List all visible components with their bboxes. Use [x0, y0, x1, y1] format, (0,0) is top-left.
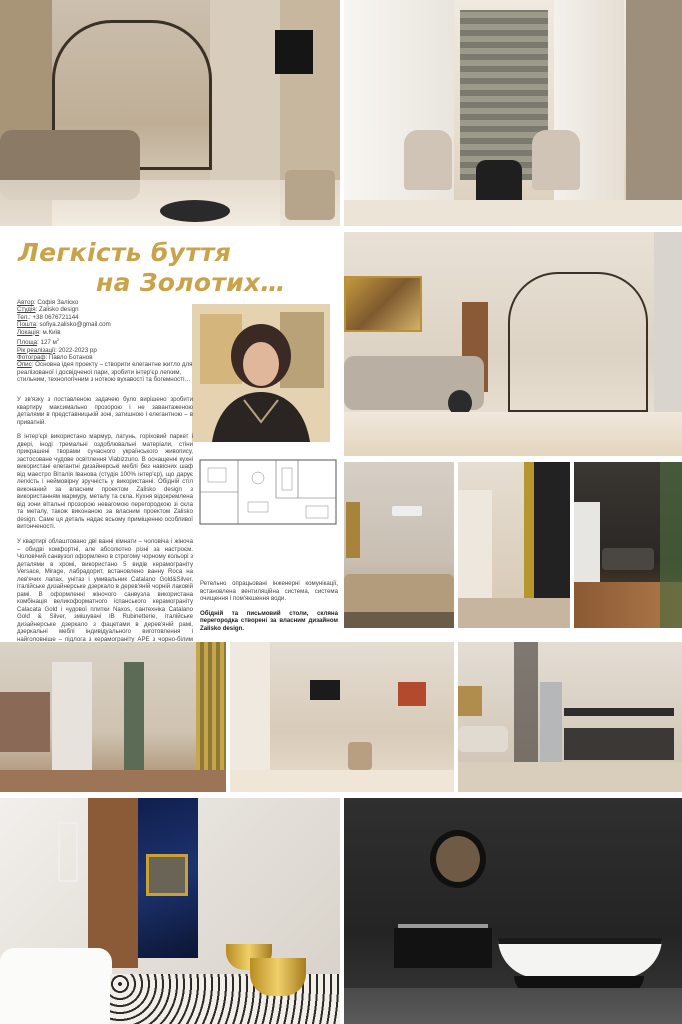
paragraph-materials: В інтер'єрі використано мармур, латунь, горіховий паркет і двері, іноді тремальні оздоблювальні матеріали, стіни прикрашені творами сучасного українського живопису, застосоване чудове освітлення Viabizzuno. В оснащенні кухні використані елегантні дизайнерські меблі без навісних шаф від маестро Віталія Іванова (студія 100% інтер'єр), що дарує легкість і неймовірну зручність у використанні. Обідній стіл виконаний за власним проектом Zalisko design з використанням мармуру, металу та скла. Кухня відокремлена від зони вітальні прозорою невагомою перегородкою зі скла та металу, також виконаною за власним проектом Zalisko design. Саме ця деталь надає всьому приміщенню особливої витонченості.: [17, 433, 193, 530]
article-body-bathrooms: [17, 538, 193, 643]
paragraph-bathrooms: У квартирі облаштовано дві ванні кімнати – чоловіча і жіноча – обидві комфортні, але абсолютно різні за настроєм. Чоловічий санвузол оформлено в строгому чорному кольорі з деталями в хромі, використано 5 видів керамограніту Versace, Mirage, лабрадорит, встановлено ванну Roca на лев'ячих лапах, унітаз і умивальник Catalano Gold&Silver, італійське дизайнерське дзеркало в дерев'яній чорній лаковій рамі. В оформленні жіночого санвузла використана комбінація великоформатного іспанського керамограніту Calacata Gold і чудової плитки Naxos, сантехніка Catalano Gold & Silver, змішувачі IB Rubinetterie, італійське дизайнерське дзеркало з фацетами в дерев'яній рамі, дзеркальні меблі індивідуального виготовлення і найголовніше – підлога з керамограніту APE з чорно-білим: [17, 538, 193, 643]
paragraph-closing: Обідній та письмовий столи, скляна перегородка створені за власним дизайном Zalisko design.: [200, 609, 338, 632]
credit-area: Площа: 127 $м^2$: [17, 337, 60, 347]
photo-living-room-partition: [0, 0, 340, 226]
credit-year: Рік реалізації: 2022-2023 рр: [17, 346, 97, 354]
photo-sofa-art: [344, 462, 454, 628]
article-body-middle: [200, 536, 338, 634]
floor-plan: [198, 458, 338, 528]
paragraph-intro: У зв'язку з поставленою задачею було вирішено зробити квартиру максимально прозорою і не завантаженою деталями в представницькій зоні, затишною і елегантною – в приватній.: [17, 396, 193, 426]
photo-mens-bathroom: [344, 798, 682, 1024]
article-title-line-1: Легкість буття: [18, 238, 232, 267]
photo-living-room-sofa: [344, 232, 682, 456]
project-credits: [17, 299, 195, 384]
credit-location: Локація: м.Київ: [17, 328, 61, 336]
credit-studio: Студія: Zalisko design: [17, 306, 79, 314]
author-portrait: [192, 304, 330, 442]
article-body-left: [17, 396, 193, 433]
floor-plan-drawing: [198, 458, 338, 528]
article-title-line-2: на Золотих…: [96, 268, 286, 297]
credit-description: Опис: Основна ідея проекту – створити елегантне житло для реалізованої і досвідченої пари, зробити інтер'єр легким, стильним, технологічним з ноткою вухавості та богемності…: [17, 361, 193, 384]
photo-kitchen: [458, 642, 682, 792]
credit-email: Пошта: sofiya.zalisko@gmail.com: [17, 321, 111, 329]
photo-bedroom-dark-wall: [574, 462, 682, 628]
credit-photographer: Фотограф: Павло Ботанов: [17, 353, 93, 361]
credit-phone: Тел.: +38 0676721144: [17, 313, 79, 321]
photo-womens-bathroom: [0, 798, 340, 1024]
author-portrait-illustration: [192, 304, 330, 442]
article-body-materials: [17, 433, 193, 538]
paragraph-engineering: Ретельно опрацьовані інженерні комунікації, встановлена вентиляційна система, система очищення і пом'якшення води.: [200, 580, 338, 602]
credit-author: Автор: Софія Заліско: [17, 299, 79, 306]
photo-lounge-tv: [230, 642, 454, 792]
photo-bedroom-curtains: [0, 642, 226, 792]
photo-dining-glass-block: [344, 0, 682, 226]
photo-gold-doorway: [458, 462, 570, 628]
